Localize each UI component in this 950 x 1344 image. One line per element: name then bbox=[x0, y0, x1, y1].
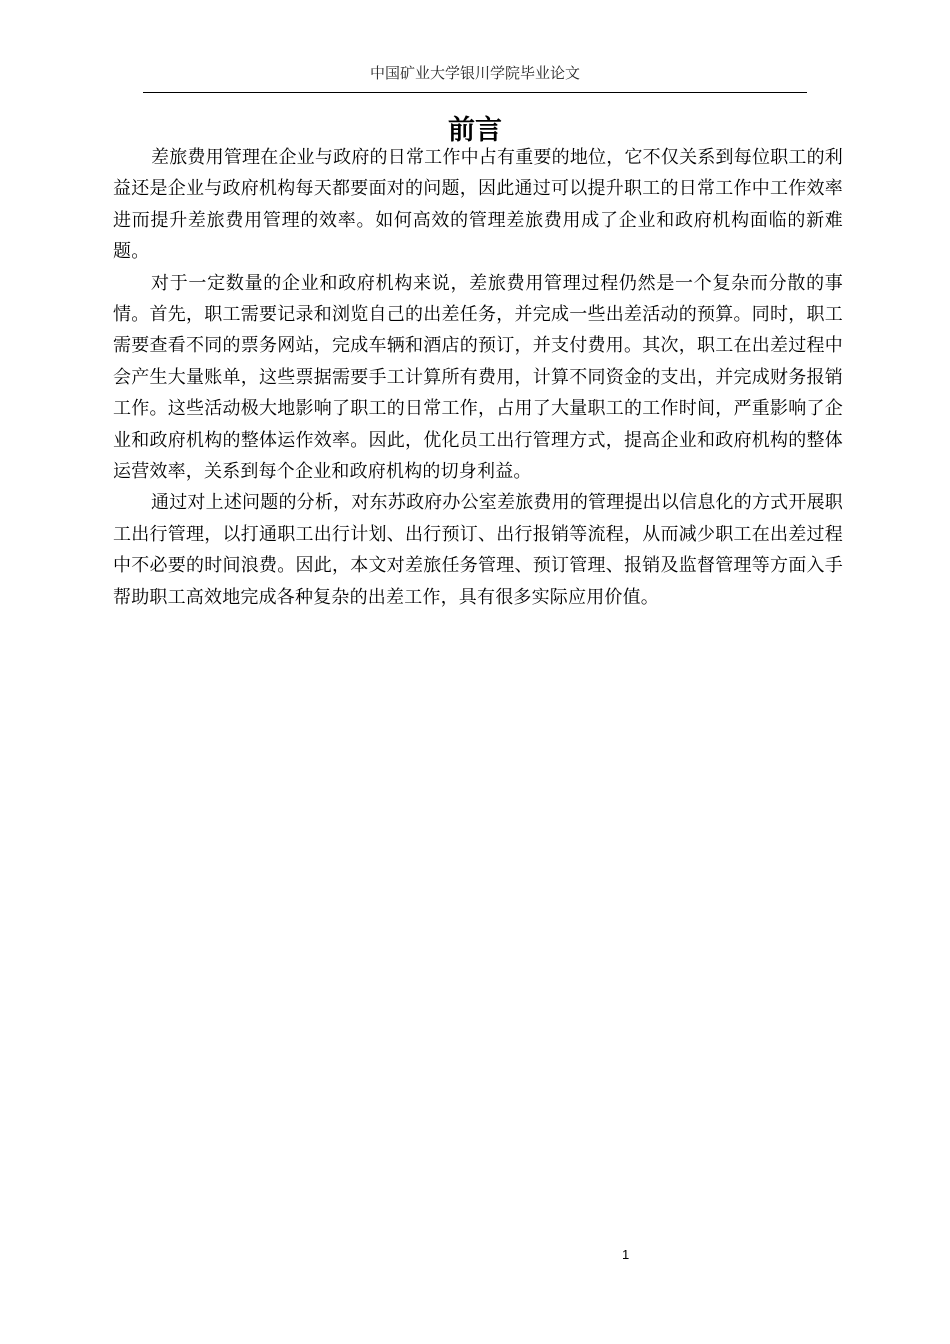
paragraph-1: 差旅费用管理在企业与政府的日常工作中占有重要的地位，它不仅关系到每位职工的利益还是企业与政府机构每天都要面对的问题，因此通过可以提升职工的日常工作中工作效率进而提升差旅费用管理的效率。如何高效的管理差旅费用成了企业和政府机构面临的新难题。 bbox=[113, 147, 843, 263]
page-title: 前言 bbox=[448, 115, 502, 146]
page-number: 1 bbox=[622, 1247, 630, 1262]
header-divider bbox=[143, 92, 807, 93]
paragraph-2: 对于一定数量的企业和政府机构来说，差旅费用管理过程仍然是一个复杂而分散的事情。首先，职工需要记录和浏览自己的出差任务，并完成一些出差活动的预算。同时，职工需要查看不同的票务网站，完成车辆和酒店的预订，并支付费用。其次，职工在出差过程中会产生大量账单，这些票据需要手工计算所有费用，计算不同资金的支出，并完成财务报销工作。这些活动极大地影响了职工的日常工作，占用了大量职工的工作时间，严重影响了企业和政府机构的整体运作效率。因此，优化员工出行管理方式，提高企业和政府机构的整体运营效率，关系到每个企业和政府机构的切身利益。 bbox=[113, 272, 843, 483]
document-body bbox=[113, 142, 843, 613]
paragraph-3: 通过对上述问题的分析，对东苏政府办公室差旅费用的管理提出以信息化的方式开展职工出行管理，以打通职工出行计划、出行预订、出行报销等流程，从而减少职工在出差过程中不必要的时间浪费。因此，本文对差旅任务管理、预订管理、报销及监督管理等方面入手帮助职工高效地完成各种复杂的出差工作，具有很多实际应用价值。 bbox=[113, 492, 843, 608]
running-header: 中国矿业大学银川学院毕业论文 bbox=[369, 64, 580, 82]
